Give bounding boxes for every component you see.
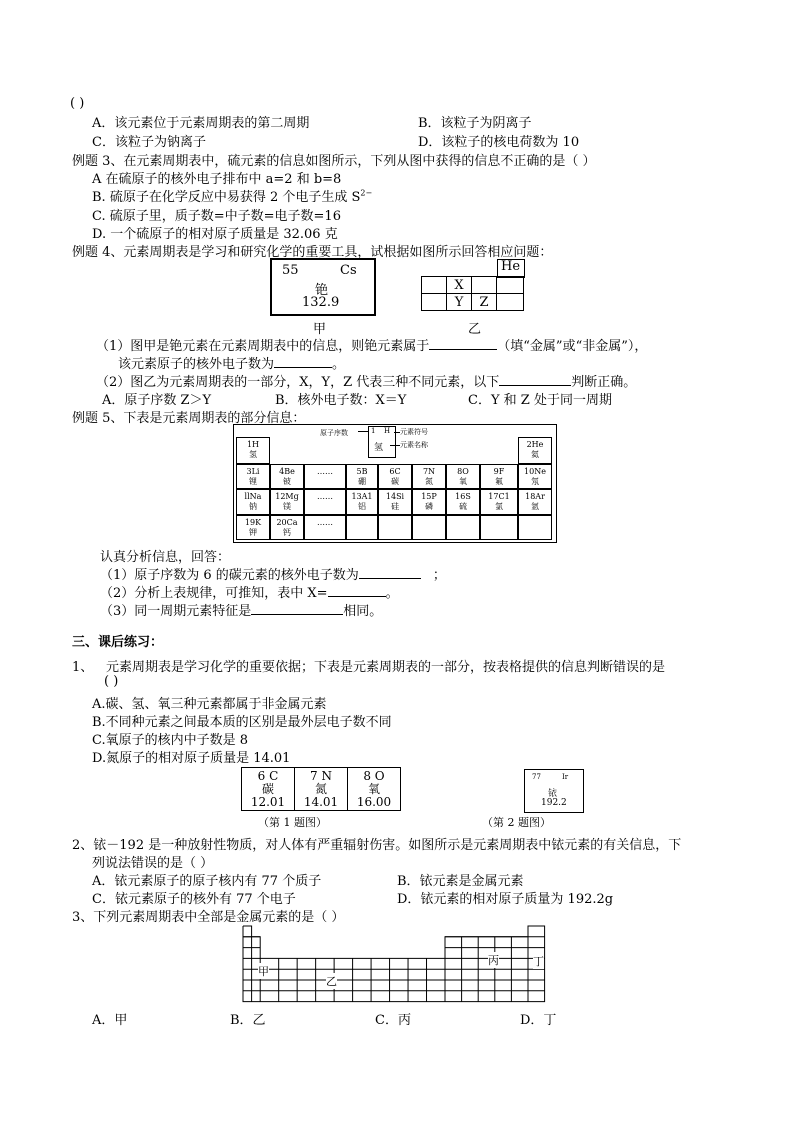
example5-q1: （1）原子序数为 6 的碳元素的核外电子数为 ；: [100, 568, 446, 583]
ex5-cell: 5B 硼: [346, 464, 378, 489]
cesium-number: 55: [282, 263, 299, 278]
ex5-cell: 16S 硫: [446, 489, 480, 515]
example5-q2: （2）分析上表规律，可推知，表中 X= 。: [100, 586, 399, 601]
grid-he: He: [501, 259, 521, 274]
example3-option-c: C. 硫原子里，质子数=中子数=电子数=16: [92, 209, 341, 224]
ex5-cell: ……: [304, 515, 346, 540]
example3-title: 例题 3、在元素周期表中，硫元素的信息如图所示，下列从图中获得的信息不正确的是（ ）: [72, 154, 596, 169]
q2-text-1: 2、铱－192 是一种放射性物质，对人体有严重辐射伤害。如图所示是元素周期表中铱元素的有关信息，下: [72, 838, 682, 853]
q1-caption: （第 1 题图）: [258, 816, 327, 829]
example5-q3: （3）同一周期元素特征是 相同。: [100, 604, 383, 619]
ex5-cell: 19K 钾: [236, 515, 270, 540]
legend-box-number: 1: [371, 427, 376, 435]
iridium-name: 铱: [548, 789, 558, 799]
q2-iridium-card: [524, 769, 584, 813]
q3-option-d: D．丁: [520, 1013, 557, 1028]
iridium-number: 77: [532, 773, 541, 781]
periodic-table-ex5: [233, 424, 557, 543]
ex5-cell: llNa 钠: [236, 489, 270, 515]
ex5-cell: 8O 氧: [446, 464, 480, 489]
ex5-empty-cell: [346, 515, 378, 540]
grid-y: Y: [447, 294, 472, 311]
example4-q1-line2: 该元素原子的核外电子数为 。: [118, 357, 346, 372]
q1-option-a: A.碳、氢、氧三种元素都属于非金属元素: [92, 697, 327, 712]
ex5-cell: 9F 氟: [480, 464, 518, 489]
ex5-cell: 14Si 硅: [378, 489, 412, 515]
ex5-cell: 12Mg 镁: [270, 489, 304, 515]
ex5-cell: 13A1 铝: [346, 489, 378, 515]
q2-option-b: B．铱元素是金属元素: [397, 874, 524, 889]
prev-option-c: C．该粒子为钠离子: [92, 135, 206, 150]
ex5-cell: 2He 氦: [518, 437, 552, 464]
grid-z: Z: [472, 294, 497, 311]
ex5-cell: 18Ar 氩: [518, 489, 552, 515]
q1-cell-nitrogen: 7 N 氮 14.01: [295, 768, 348, 811]
example4-option-a: A．原子序数 Z＞Y: [102, 393, 212, 408]
q1-option-b: B.不同种元素之间最本质的区别是最外层电子数不同: [92, 715, 392, 730]
ex5-empty-cell: [446, 515, 480, 540]
example4-title: 例题 4、元素周期表是学习和研究化学的重要工具，试根据如图所示回答相应问题：: [72, 245, 553, 260]
cesium-name: 铯: [315, 283, 329, 298]
q2-option-c: C．铱元素原子的核外有 77 个电子: [92, 892, 296, 907]
q1-option-d: D.氮原子的相对原子质量是 14.01: [92, 751, 291, 766]
ex5-empty-cell: [412, 515, 446, 540]
q3-periodic-grid: [242, 925, 548, 1003]
q3-label-ding: 丁: [533, 955, 544, 968]
prev-option-d: D．该粒子的核电荷数为 10: [418, 135, 580, 150]
q3-option-b: B．乙: [230, 1013, 266, 1028]
cesium-mass: 132.9: [302, 295, 340, 310]
cesium-card: [270, 258, 376, 316]
legend-name-label: 元素名称: [400, 441, 428, 449]
q2-text-2: 列说法错误的是（ ）: [92, 856, 214, 871]
example3-option-d: D. 一个硫原子的相对原子质量是 32.06 克: [92, 227, 338, 242]
ex5-cell: 4Be 铍: [270, 464, 304, 489]
example4-q2: （2）图乙为元素周期表的一部分，X，Y，Z 代表三种不同元素，以下 判断正确。: [96, 375, 637, 390]
ex5-empty-cell: [480, 515, 518, 540]
section3-heading: 三、课后练习：: [72, 635, 164, 650]
ex5-empty-cell: [378, 515, 412, 540]
prev-option-b: B．该粒子为阴离子: [418, 116, 532, 131]
ex5-cell: 17C1 氯: [480, 489, 518, 515]
ex5-cell: ……: [304, 489, 346, 515]
legend-box-symbol: H: [384, 427, 391, 435]
example4-q1-line1: （1）图甲是铯元素在元素周期表中的信息，则铯元素属于 （填“金属”或“非金属”），: [96, 339, 648, 354]
grid-x: X: [447, 277, 472, 294]
iridium-mass: 192.2: [541, 798, 567, 808]
label-jia: 甲: [313, 322, 327, 337]
example4-option-c: C．Y 和 Z 处于同一周期: [468, 393, 612, 408]
example3-option-b: B. 硫原子在化学反应中易获得 2 个电子生成 $S^{2-}$: [92, 188, 373, 205]
q1-paren: ( ): [104, 674, 119, 689]
legend-number-label: 原子序数: [320, 429, 348, 437]
ex5-empty-cell: [518, 515, 552, 540]
q2-option-d: D．铱元素的相对原子质量为 192.2g: [397, 892, 614, 907]
ex5-cell: 1H 氢: [236, 437, 270, 464]
label-yi: 乙: [468, 322, 482, 337]
q3-label-bing: 丙: [488, 954, 499, 967]
prev-option-a: A．该元素位于元素周期表的第二周期: [92, 116, 310, 131]
ex5-cell: 7N 氮: [412, 464, 446, 489]
q2-caption: （第 2 题图）: [482, 816, 551, 829]
example5-title: 例题 5、下表是元素周期表的部分信息：: [72, 411, 306, 426]
q3-label-yi: 乙: [326, 975, 337, 988]
ex5-cell: ……: [304, 464, 346, 489]
q1-cell-carbon: 6 C 碳 12.01: [242, 768, 295, 811]
q1-number: 1、: [72, 660, 94, 675]
q1-text: 元素周期表是学习化学的重要依据；下表是元素周期表的一部分，按表格提供的信息判断错误的是: [106, 660, 666, 675]
ex5-cell: 15P 磷: [412, 489, 446, 515]
answer-paren: ( ): [70, 96, 85, 111]
legend-box-name: 氢: [374, 443, 384, 453]
legend-symbol-label: 元素符号: [400, 428, 428, 436]
example4-option-b: B．核外电子数：X＝Y: [275, 393, 407, 408]
ex5-cell: 6C 碳: [378, 464, 412, 489]
q3-label-jia: 甲: [258, 965, 269, 978]
example5-intro: 认真分析信息，回答：: [100, 550, 231, 565]
q2-option-a: A．铱元素原子的原子核内有 77 个质子: [92, 874, 322, 889]
q1-cell-oxygen: 8 O 氧 16.00: [348, 768, 401, 811]
cesium-symbol: Cs: [340, 263, 357, 278]
example3-option-a: A 在硫原子的核外电子排布中 a=2 和 b=8: [92, 172, 342, 187]
ex5-cell: 20Ca 钙: [270, 515, 304, 540]
q3-option-c: C．丙: [375, 1013, 411, 1028]
q3-text: 3、下列元素周期表中全部是金属元素的是（ ）: [72, 910, 345, 925]
q3-option-a: A．甲: [92, 1013, 128, 1028]
q1-figure: [241, 767, 401, 811]
ex5-cell: 3Li 锂: [236, 464, 270, 489]
ex5-cell: 10Ne 氖: [518, 464, 552, 489]
q1-option-c: C.氧原子的核内中子数是 8: [92, 733, 249, 748]
iridium-symbol: Ir: [562, 773, 569, 781]
